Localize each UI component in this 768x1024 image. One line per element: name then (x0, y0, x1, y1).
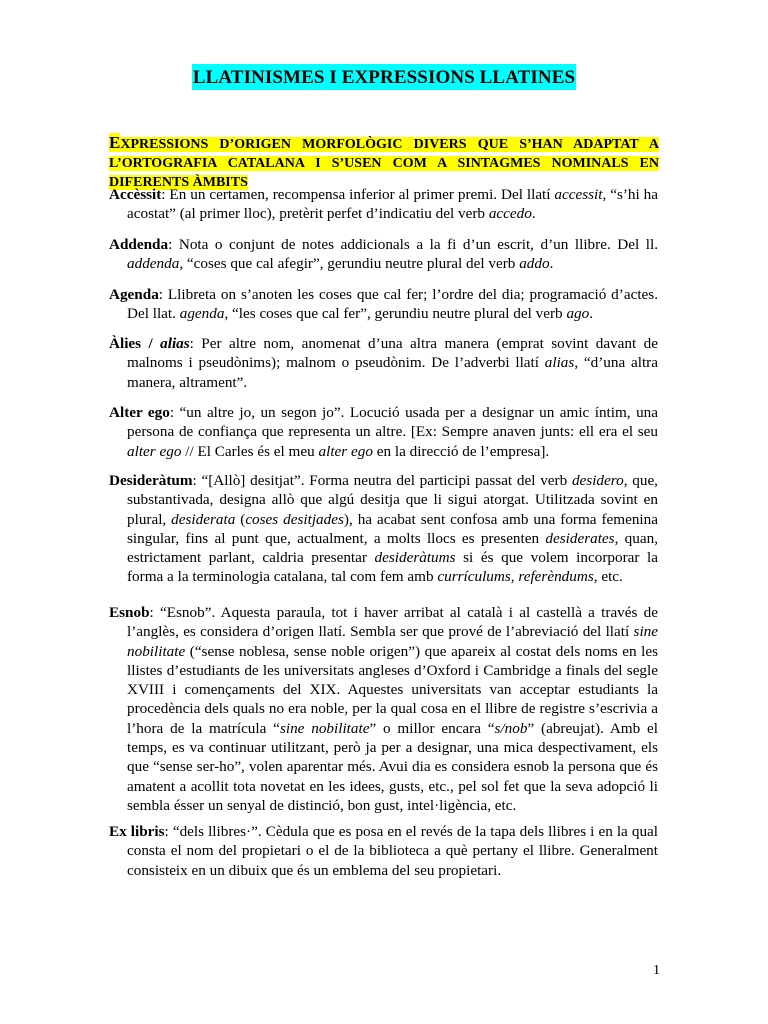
entry-text: , “coses que cal afegir”, gerundiu neutre plural del verb (179, 255, 520, 273)
entry-text: , quan, estrictament parlant, caldria presentar (127, 529, 658, 567)
entry-alter-ego (109, 403, 658, 461)
entry-text: . (549, 255, 554, 273)
page-title (0, 67, 768, 89)
entry-italic-text: desidero (571, 472, 624, 489)
entry-italic-text: referèndums (518, 568, 594, 586)
entry-term: Addenda (109, 236, 169, 253)
entry-italic-text: agenda (179, 305, 225, 323)
entry-italic-text: alter ego (318, 442, 373, 460)
entry-text: (“sense noblesa, sense noble origen”) que apareix al costat dels noms en les llistes d’estudiants de les universitats angleses d’Oxford i Cambridge a finals del segle XVIII i començaments del XIX. Aquestes universitats van acceptar estudiants la procedència dels quals no era noble, per la qual cosa en el llibre de registre s’escrivia a l’hora de la matrícula “ (127, 642, 658, 737)
entry-italic-text: sine nobilitate (279, 719, 370, 737)
entry-term: Desideràtum (109, 472, 193, 489)
entry-italic-text: desideràtums (374, 549, 456, 567)
entry-term: Àlies / (109, 335, 161, 352)
entry-text: , “s’hi ha acostat” (al primer lloc), pretèrit perfet d’indicatiu del verb (127, 186, 658, 223)
entry-text: : En un certamen, recompensa inferior al primer premi. Del llatí (161, 186, 555, 203)
entry-italic-text: desiderates (545, 529, 615, 547)
section-heading-text: XPRESSIONS D’ORIGEN MORFOLÒGIC DIVERS QUE S’HAN ADAPTAT A L’ORTOGRAFIA CATALANA I S’USEN COM A SINTAGMES NOMINALS EN DIFERENTS ÀMBITS (109, 137, 659, 190)
entry-term: Ex libris (109, 823, 165, 840)
entry-text: , “d’una altra manera, altrament”. (127, 354, 658, 391)
entry-text: ), ha acabat sent confosa amb una forma femenina singular, fins al punt que, actualment, a molts llocs es presenten (127, 510, 658, 547)
entry-text: : “Esnob”. Aquesta paraula, tot i haver arribat al català i al castellà a través de l’anglès, es considera d’origen llatí. Sembla ser que prové de l’abreviació del llatí (127, 604, 658, 641)
entry-term: alias (160, 335, 190, 352)
entry-text: ” o millor encara “ (369, 719, 495, 737)
entry-italic-text: alias (544, 354, 575, 372)
section-heading (109, 133, 659, 192)
entry-text: , “les coses que cal fer”, gerundiu neutre plural del verb (224, 305, 567, 323)
entry-term: Agenda (109, 286, 159, 303)
entry-italic-text: desiderata (171, 510, 236, 528)
entry-italic-text: currículums (437, 568, 511, 586)
entry-italic-text: alter ego (127, 442, 182, 460)
entry-text: : “un altre jo, un segon jo”. Locució usada per a designar un amic íntim, una persona de confiança que representa un altre. [Ex: Sempre anaven junts: ell era el seu (127, 404, 659, 441)
entry-text: : Llibreta on s’anoten les coses que cal fer; l’ordre del dia; programació d’actes. Del llat. (127, 286, 658, 323)
entry-accessit (109, 185, 658, 224)
entry-desideratum (109, 471, 658, 587)
page-number: 1 (653, 963, 660, 978)
entry-ex-libris (109, 822, 658, 880)
entry-italic-text: coses desitjades (245, 510, 344, 528)
entry-text: , etc. (593, 568, 623, 586)
entry-italic-text: accessit (554, 186, 603, 203)
section-heading-initial: E (109, 133, 121, 152)
entry-agenda (109, 285, 658, 324)
entry-text: , (510, 568, 519, 586)
entry-alies (109, 334, 658, 392)
entry-text: . (531, 205, 536, 223)
entry-italic-text: ago (566, 305, 590, 323)
entry-text: ” (abreujat). Amb el temps, es va continuar utilitzant, però ja per a designar, una mica despectivament, els que “sense ser-ho”, volen aparentar més. Avui dia es considera esnob la persona que és amatent a acollit tota novetat en les idees, gusts, etc., pel sol fet que la seva adopció li sembla ésser un senyal de distinció, bon gust, intel·ligència, etc. (127, 719, 658, 814)
entry-text: ( (235, 510, 246, 528)
entry-text: : Nota o conjunt de notes addicionals a la fi d’un escrit, d’un llibre. Del ll. (168, 236, 658, 253)
entry-text: : “[Allò] desitjat”. Forma neutra del participi passat del verb (192, 472, 572, 489)
entry-text: en la direcció de l’empresa]. (372, 442, 550, 460)
entry-italic-text: addenda (127, 255, 180, 273)
entry-text: : Per altre nom, anomenat d’una altra manera (emprat sovint davant de malnoms i pseudònims); malnom o pseudònim. De l’adverbi llatí (127, 335, 658, 372)
entry-text: si és que volem incorporar la forma a la terminologia catalana, tal com fem amb (127, 549, 658, 586)
entry-italic-text: accedo (488, 205, 532, 223)
entry-esnob (109, 603, 658, 815)
entry-italic-text: addo (519, 255, 550, 273)
entry-text: , que, substantivada, designa allò que algú desitja que li sigui atorgat. Utilitzada sovint en plural, (127, 472, 658, 528)
entry-term: Alter ego (109, 404, 170, 421)
page-title-text: LLATINISMES I EXPRESSIONS LLATINES (192, 64, 576, 90)
entry-italic-text: sine nobilitate (127, 623, 658, 660)
entry-italic-text: s/nob (494, 719, 528, 737)
entry-text: : “dels llibres·”. Cèdula que es posa en el revés de la tapa dels llibres i en la qual consta el nom del propietari o el de la biblioteca a què pertany el llibre. Generalment consisteix en un dibuix que és un emblema del seu propietari. (127, 823, 659, 879)
entry-term: Esnob (109, 604, 150, 621)
entry-term: Accèssit (109, 186, 162, 203)
entry-text: // El Carles és el meu (181, 442, 319, 460)
entry-addenda (109, 235, 658, 274)
entry-text: . (589, 305, 594, 323)
